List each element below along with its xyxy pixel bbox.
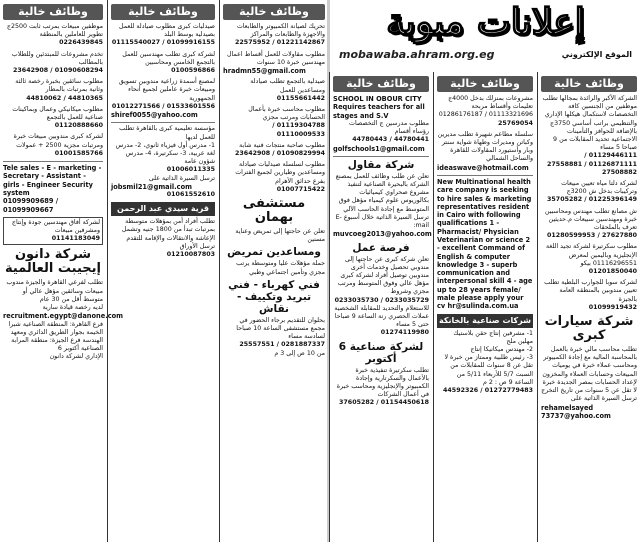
ad-engineers xyxy=(111,51,215,76)
ad-chemical-factory xyxy=(333,172,432,239)
ad-mechanics xyxy=(3,106,103,131)
ad-phone: 01141183049 xyxy=(51,235,100,243)
ad-obour-school xyxy=(333,95,429,153)
site-link[interactable]: mobawaba.ahram.org.eg xyxy=(339,48,495,61)
ad-danone xyxy=(3,279,124,361)
ad-phone: 01221142867 / 22575952 xyxy=(235,39,325,47)
ad-email[interactable]: jobsmil21@gmail.com xyxy=(111,182,192,191)
ad-education xyxy=(111,125,215,199)
ad-phone: 25769054 xyxy=(497,119,533,127)
ad-pharmacies xyxy=(111,23,215,48)
ad-collection-reps xyxy=(333,256,429,338)
classifieds-column-5 xyxy=(433,72,536,542)
section-header-industrial: شركات صناعية بالخانكة xyxy=(437,314,533,328)
ad-phone: 01533601556 / 01012271566 xyxy=(111,102,215,110)
ad-phone: 44780441 / 44780443 xyxy=(352,136,429,144)
ad-leading-company xyxy=(541,95,637,177)
ad-phone: 01099909689 / 01099909667 xyxy=(3,197,59,214)
ad-text: فرع القاهرة: المنطقة الصناعية شبرا الخيمة بجوار الطريق الدائري ومعهد الهندسة فرع الجيزة: منطقة المرابة الصناعية أكتوبر 6 xyxy=(8,320,103,353)
ad-artistic xyxy=(223,142,325,158)
ad-phone: 0281887337 / 25557551 xyxy=(239,341,325,349)
divider xyxy=(333,156,429,157)
company-title-job-opportunity: فرصة عمل xyxy=(352,241,410,254)
ad-email[interactable]: rehamelsayed 73737@yahoo.com xyxy=(541,403,611,420)
ad-phone: 01155661442 xyxy=(276,94,325,102)
ad-email[interactable]: ideaswave@hotmail.com xyxy=(437,163,529,172)
ad-phone: 0226439845 xyxy=(59,39,103,47)
ad-text: صيدليات كبرى مطلوب صيادلة للعمل بصيدلية بوسط البلد xyxy=(118,23,215,39)
ad-executive-secretary xyxy=(333,367,429,408)
ad-text: لشركة أفاق مهندسين جودة وإنتاج ومشرفين مبيعات xyxy=(11,218,100,235)
ad-text: لشركة دلتا مياه تعيين مبيعات وتركيبات بدخل ش 3200ج xyxy=(561,180,637,196)
ad-text: تعلن عن طلب وظائف للعمل بمصنع الشركة بالبحيرة الصناعية لتنفيذ مشروع صحراوي كيميائيات بكالوريوس علوم كيمياء مؤهل فوق المتوسط مع إجادة الحاسب الآلي ترسل السيرة الذاتية خلال أسبوع E-mail: xyxy=(335,172,429,230)
ad-text: تطلب أفراد أمن بمؤهلات متوسطة بمرتبات تبدأ من 1800 جنيه وتشمل الإعاشة والانتقالات والإقامة للتقدم ترسل الأوراق xyxy=(121,218,215,250)
ad-computer-maintenance xyxy=(223,23,325,48)
ad-phone: 01006011335 xyxy=(166,166,215,174)
ad-text: 2- مهندس ميكانيكا إنتاج xyxy=(470,346,533,354)
ad-text: للاستعلام والتحديد للمقابلة الشخصية عملات الحصري رنة الساعة 9 صباحا حتى 5 مساء xyxy=(334,304,429,329)
ad-healthcare-english xyxy=(437,178,533,311)
ad-phone: 01201850040 xyxy=(588,268,637,276)
ad-phone: 01090608294 / 23642908 xyxy=(13,67,103,75)
company-title-sidi-abdelrahman: قرية سيدي عبد الرحمن xyxy=(111,202,215,216)
ad-text: تطلب سكرتيرة تنفيذية خبرة بالأعمال والسكرتارية وإجادة الكمبيوتر والإنجليزية ومحاسب خبرة في أعمال الشركات xyxy=(336,366,429,399)
ad-industrial-positions xyxy=(437,330,533,396)
ad-hospital xyxy=(223,228,325,358)
ad-email[interactable]: recruitment.egypt@danone.com xyxy=(3,312,124,321)
ad-phone: 01120888660 xyxy=(54,122,103,130)
ad-text: الشركة الأكبر والرائدة بمجالها تطلب موظفين من الجنسين كافة التخصصات لاستكمال هيكلها الإداري والتنظيمي براتب أساسي 3750ج بالإضافة للحوافز والتأمينات الاجتماعية تحديد المقابلات من 9 صباحا 5 مساء xyxy=(542,95,637,152)
ad-text: مطلوب سائقين بخبرة رخصة ثالثة وثانية بمرتبات بالمطار xyxy=(15,78,103,94)
ad-text: حملة مؤهلات عليا ومتوسطة يرتب مجزي وتأمين اجتماعي وطبي xyxy=(236,260,325,276)
ad-text: مطلوب سكرتيرة لشركة تجيد اللغة الإنجليزية وباليمين لمعرض 01116296551 بيكو xyxy=(545,243,637,267)
ad-home-projects xyxy=(437,95,533,128)
ad-phone: 01225396149 / 35705282 xyxy=(547,196,637,204)
ad-phone: 0100596866 xyxy=(171,67,215,75)
section-header-jobs: وظائف خالية xyxy=(3,4,103,20)
ad-secretary xyxy=(541,243,637,276)
ad-pharmacy-chain xyxy=(223,161,325,194)
ad-highlight: فني كهرباء - فني تبريد وتكييف - نقاش xyxy=(228,278,320,315)
ad-text: 1- مشرفين إنتاج حقن بلاستيك مهلين ملح xyxy=(453,329,533,345)
ad-text: تطلب محاسب مالي خبرة بالعمل بالمحاسبة المالية مع إجادة الكمبيوتر ومحاسب عملاء خبرة في يوميات المبيعات وحسابات العملاء والمخزون لإعداد الحسابات بمصر الجديدة خبرة لا تقل عن 5 سنوات من تاريخ التخرج ترسل السيرة الذاتية على xyxy=(541,346,637,403)
ad-text: تطلب لفرعي القاهرة والجيزة مندوب مبيعات وسائقين مؤهل عالي أو متوسط أقل من 30 عام xyxy=(6,279,103,303)
ad-text: الإداري لشركة دانون xyxy=(49,353,103,361)
ad-phone: 01061552610 xyxy=(166,191,215,199)
ad-delta-water xyxy=(541,180,637,205)
section-header-jobs: وظائف خالية xyxy=(541,76,637,92)
ad-security-staff xyxy=(111,218,215,259)
ad-phone: 01007715422 xyxy=(276,185,325,193)
ad-text: مشروعات بمنزلك بدخل 4000ج تعليمات وأقساط مربحة 01113321696 / 01286176187 xyxy=(438,95,533,119)
ad-telesales-english xyxy=(3,164,103,214)
ad-email[interactable]: shiref0055@yahoo.com xyxy=(111,111,198,120)
section-header-jobs: وظائف خالية xyxy=(333,76,429,92)
ad-phone: 27627880 / 01280599953 xyxy=(547,232,637,240)
ad-phone: 01210087803 xyxy=(166,251,215,259)
divider xyxy=(3,161,103,162)
ad-text-english: SCHOOL IN OBOUR CITY Requires teachers for all stages and S.V xyxy=(333,95,425,120)
ad-text: ترسل السيرة الذاتية على xyxy=(148,174,215,182)
classifieds-column-4 xyxy=(329,72,432,542)
section-header-jobs: وظائف خالية xyxy=(223,4,325,20)
ad-email[interactable]: hradmn55@gmail.com xyxy=(223,67,306,76)
divider xyxy=(111,122,215,123)
banner-subline xyxy=(333,48,638,61)
ad-restaurants xyxy=(437,131,533,172)
ad-email[interactable]: golfschools1@gmail.com xyxy=(333,144,425,153)
ad-text: تعلن عن حاجتها إلى تمريض وعناية مسنين xyxy=(235,227,325,244)
ad-phone: 27508882 xyxy=(601,168,637,176)
ad-phone: 01099916155 / 01115540027 xyxy=(111,39,215,47)
ad-phone: 01119304788 / 01110009533 xyxy=(272,122,325,138)
ad-pharmacy-tagamoa xyxy=(223,78,325,103)
ad-text: مطلوب مدرسين ج التخصصات رؤساء أقسام xyxy=(349,119,429,136)
ad-text: مؤسسة تعليمية كبرى بالقاهرة تطلب للعمل لديها xyxy=(119,125,215,141)
ad-text: موظفين مبيعات بمرتب ثابت 2500ج تطوير للعاملين بالمنطقة xyxy=(6,23,103,39)
ad-phone: 01272779483 / 44592326 xyxy=(443,387,533,395)
ad-socks-company xyxy=(541,279,637,312)
ad-phone: 01001585766 xyxy=(54,149,103,157)
company-title-hospital: مستشفى بهمان xyxy=(242,195,306,225)
ad-text: ش مصانع تطلب مهندس ومحاسبين خبرة ومهندسين سبيعات م.حديثين تعرف بالملحقات xyxy=(544,207,637,232)
classifieds-column-3 xyxy=(219,0,328,542)
company-title-october: لشركة صناعية 6 أكتوبر xyxy=(338,340,424,365)
ad-text: مطلوب مقاولات للعمل أقساط اعمال مهندسين خبرة 10 سنوات xyxy=(226,50,325,66)
ad-phone: 01129446111 / 01126871111 / 27558881 xyxy=(547,152,637,168)
ad-phone: 01154450618 / 37605282 xyxy=(339,399,429,407)
ad-text: تعلن شركة كبرى عن حاجتها إلى مندوبي تحصيل وخدمات أخرى مندوبين توصيل أفراد لشركة كبرى مؤهل عالي وفوق المتوسط ومرتب مجزي وشروط xyxy=(337,255,429,296)
ad-phone: 44810365 / 44810062 xyxy=(26,94,103,102)
ad-quality-engineers xyxy=(3,217,103,246)
ad-fertilizer xyxy=(111,78,215,119)
ad-text-english: New Multinational health care company is seeking to hire sales & marketing representatives resident in Cairo with following qualifications 1 - Pharmacist/ Physician Veterinarian or science 2 - excellent Command of English & computer knowledge 3 - superb communication and interpersonal skill 4 - age up to 28 years female/ male please apply your cv hr@sulinda.com.ua xyxy=(437,177,533,311)
company-title-contractor: شركة مقاول xyxy=(347,158,415,171)
site-label: الموقع الإلكتروني xyxy=(561,50,632,59)
ad-text: لشركة كبرى تطلب مهندسين للعمل بالتجمع الخامس ومحاسبين xyxy=(122,50,215,66)
section-header-jobs: وظائف خالية xyxy=(437,76,533,92)
ad-phone: 0233035729 / 0233035730 xyxy=(334,296,429,304)
banner-title: إعلانات مبوبة xyxy=(386,1,585,43)
ad-phone: 01274119980 xyxy=(380,329,429,337)
ad-phone: 01090829994 / 23642908 xyxy=(235,149,325,157)
company-title-danone: شركة دانون إيجيبت العالمية xyxy=(5,247,101,277)
ad-text: لشركة سوبا للجوارب البلطية تطلب تعيين مندوبين بالمنطقة العامة بالجيزة xyxy=(544,279,637,303)
ad-list: 1- مدرس أول فيزياء ثانوي، 2- مدرس لغة عربية، 3- سكرتيرة، 4- مدرس شؤون عامة xyxy=(115,141,215,166)
ad-text: لديه رخصة قيادة سارية xyxy=(42,304,103,312)
ad-drivers xyxy=(3,78,103,103)
ad-text: صيدلية بالتجمع تطلب صيادلة ومساعدين للعمل xyxy=(250,78,325,94)
ad-text: سلسلة مطاعم شهيرة تطلب مديرين وكباتن ومديرات وطهاة شواية سنتر وبار وأستيورد المقاولات للقاهرة والساحل الشمالي xyxy=(437,130,533,163)
classifieds-banner xyxy=(333,0,638,72)
ad-text: مطلوب محاسب خبرة بأعمال الحسابات ومرتب مجزي xyxy=(248,105,325,122)
ad-highlight: ومساعدين تمريض xyxy=(227,246,321,259)
ad-sales-reps xyxy=(3,133,103,158)
ad-contractors xyxy=(223,51,325,76)
ad-text: مطلوب ميكانيكي وعمال وبماكينات صناعية للعمل بالتجمع xyxy=(12,105,103,122)
classifieds-column-1 xyxy=(0,0,124,542)
ad-text: تخدم مشروعات للمبتدئين وللطلاب بالمطالب xyxy=(11,50,103,66)
ad-text: بحلوان للتقديم برجاء الحضور في مجمع مستشفى الساعة 10 صباحا لسادسة مساء xyxy=(236,316,325,341)
ad-factories-engineers xyxy=(541,208,637,241)
ad-sales-staff xyxy=(3,23,103,48)
ad-text: لشركة كبرى مندوبين مبيعات خبرة ومرتبات مجزية 2500 + عمولات xyxy=(13,133,103,149)
ad-text: من 10 ص إلى 3 م xyxy=(274,349,325,357)
ad-text: لمصنع أسمدة زراعية مندوبين تسويق ومبيعات خبرة عاملين لجميع أنحاء الجمهورية xyxy=(118,78,215,102)
ad-text: مطلوب لسلسلة صيدليات صيادلة ومساعدين وطيارين لجميع الفترات بفرع حدائق الأهرام xyxy=(235,161,325,185)
ad-student-projects xyxy=(3,51,103,76)
ad-text: مطلوب صاحبة منتجات فنية شابة xyxy=(239,141,325,149)
section-header-jobs: وظائف خالية xyxy=(111,4,215,20)
ad-car-company xyxy=(541,346,637,420)
ad-phone: 01099919432 xyxy=(588,303,637,311)
divider xyxy=(437,175,533,176)
ad-email[interactable]: muvcoeg2013@yahoo.com xyxy=(333,230,432,239)
classifieds-column-2 xyxy=(107,0,218,542)
ad-text: تحريك لصيانة الكمبيوتر والطابعات والاجهزة والطابعات والمراكز xyxy=(236,23,325,39)
company-title-cars: شركة سيارات كبرى xyxy=(544,314,634,344)
ad-text-english: Tele sales - E - marketing - Secretary - Assistant - girls - Engineer Security system xyxy=(3,164,102,197)
classifieds-column-6 xyxy=(537,72,640,542)
ad-text: 3- رئيس طلبية وممتاز من خبرة لا تقل عن 8 سنوات للمقابلات من السبت 5/7 للأربعاء 5/11 من الساعة 9 ص : 2 م xyxy=(444,354,533,386)
ad-accountant xyxy=(223,106,325,139)
